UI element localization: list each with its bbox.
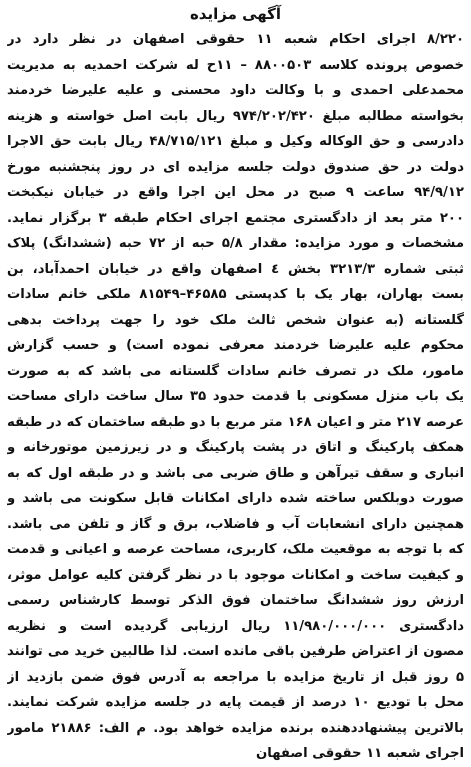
notice-line: همچنین دارای انشعابات آب و فاضلاب، برق و گاز و تلفن می باشد. <box>7 516 464 532</box>
notice-line: همکف پارکینگ و اتاق در پشت پارکینگ و در زیرزمین موتورخانه و <box>7 440 464 455</box>
notice-line: اجرای شعبه ۱۱ حقوقی اصفهان <box>255 746 464 761</box>
notice-line: ثبتی شماره ۳۲۱۳/۳ بخش ٤ اصفهان واقع در خیابان احمدآباد، بن <box>7 261 464 277</box>
notice-line: ۲۰۰ متر بعد از دادگستری مجتمع اجرای احکام طبقه ۳ برگزار نماید. <box>7 210 464 226</box>
notice-line: مصون از اعتراض طرفین باقی مانده است. لذا طالبین خرید می توانند <box>7 644 464 659</box>
notice-line: بالاترین پیشنهاددهنده برنده مزایده خواهد بود. م الف: ۲۱۸۸۶ مامور <box>7 720 464 736</box>
notice-line: و کیفیت ساخت و امکانات موجود با در نظر گرفتن کلیه عوامل موثر، <box>7 567 464 583</box>
notice-line: مامور، ملک در تصرف خانم سادات گلستانه می باشد که به صورت <box>7 363 464 379</box>
notice-line: صورت دوبلکس ساخته شده دارای امکانات قابل سکونت می باشد و <box>7 491 464 506</box>
notice-body <box>7 27 464 767</box>
notice-line: بخواسته مطالبه مبلغ ۹۷۴/۲۰۲/۴۲۰ ریال بابت اصل خواسته و هزینه <box>7 108 464 124</box>
notice-line: یک باب منزل مسکونی با قدمت حدود ۳۵ سال ساخت دارای مساحت <box>7 389 464 404</box>
notice-line: که با توجه به موقعیت ملک، کاربری، مساحت عرصه و اعیانی و قدمت <box>7 542 464 557</box>
notice-line: محمدعلی احمدی و با وکالت داود محسنی و علیه علیرضا خردمند <box>7 83 464 98</box>
notice-line: خصوص پرونده کلاسه ۸۸۰۰۵۰۳ – ۱۱ح له شرکت احمدیه به مدیریت <box>7 57 464 73</box>
notice-line: مشخصات و مورد مزایده: مقدار ۵/۸ حبه از ۷۲ حبه (ششدانگ) پلاک <box>7 236 464 251</box>
notice-line: گلستانه (به عنوان شخص ثالث ملک خود را جهت پرداخت بدهی <box>7 312 464 328</box>
notice-line: ۹۴/۹/۱۲ ساعت ۹ صبح در محل این اجرا واقع در خیابان نیکبخت <box>7 185 464 200</box>
notice-line: دادرسی و حق الوکاله وکیل و مبلغ ۴۸/۷۱۵/۱۲۱ ریال بابت حق الاجرا <box>7 134 464 149</box>
notice-line: دادگستری ۱۱/۹۸۰/۰۰۰/۰۰۰ ریال ارزیابی گردیده است و نظریه <box>7 618 464 634</box>
notice-line: ۵ روز قبل از تاریخ مزایده با مراجعه به آدرس فوق ضمن بازدید از <box>7 669 464 685</box>
notice-line: محکوم علیه علیرضا خردمند معرفی نموده است) و حسب گزارش <box>7 338 464 353</box>
notice-line: عرصه ۲۱۷ متر و اعیان ۱۶۸ متر مربع با دو طبقه ساختمان که در طبقه <box>7 414 464 430</box>
notice-line: دولت در حق صندوق دولت جلسه مزایده ای در روز پنجشنبه مورخ <box>7 159 464 175</box>
notice-line: ۸/۲۲۰ اجرای احکام شعبه ۱۱ حقوقی اصفهان در نظر دارد در <box>7 32 464 47</box>
notice-line: انباری و سقف تیرآهن و طاق ضربی می باشد و در طبقه اول که به <box>7 465 464 481</box>
notice-line: ارزش روز ششدانگ ساختمان فوق الذکر توسط کارشناس رسمی <box>7 593 464 608</box>
notice-title: آگهی مزایده <box>189 5 282 23</box>
notice-line: بست بهاران، بهار یک با کدپستی ۴۶۵۸۵–۸۱۵۴۹ ملکی خانم سادات <box>7 287 464 302</box>
notice-line: محل با تودیع ۱۰ درصد از قیمت پایه در جلسه مزایده شرکت نمایند. <box>7 695 464 710</box>
